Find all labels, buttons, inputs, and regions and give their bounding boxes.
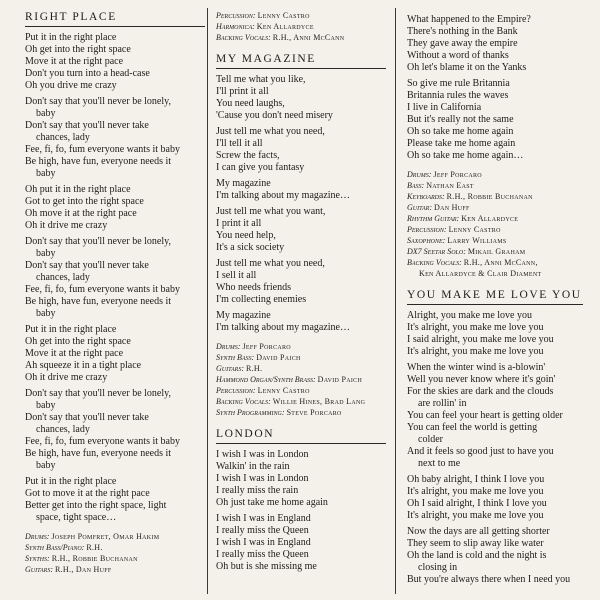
lyric-line: baby	[36, 308, 56, 319]
credit-role: Synths:	[25, 554, 50, 563]
lyric-line: Now the days are all getting shorter	[407, 526, 550, 537]
credit-row	[25, 542, 205, 553]
lyric-line: Be high, have fun, everyone needs it	[25, 156, 172, 167]
song-title: MY MAGAZINE	[216, 52, 386, 69]
lyric-line: Got to move it at the right pace	[25, 488, 150, 499]
lyric-line: It's alright, you make me love you	[407, 322, 544, 333]
lyric-line: You need help,	[216, 230, 276, 241]
credit-row	[216, 10, 386, 21]
lyric-stanza	[25, 324, 205, 384]
lyric-line: Oh but is she missing me	[216, 561, 317, 572]
lyric-stanza	[25, 388, 205, 472]
lyric-line: I wish I was in England	[216, 537, 311, 548]
lyric-line: Britannia rules the waves	[407, 90, 509, 101]
musician-credits	[25, 531, 205, 575]
column-divider	[207, 8, 208, 594]
lyric-line: closing in	[418, 562, 458, 573]
lyric-line: Be high, have fun, everyone needs it	[25, 296, 172, 307]
credit-role: Percussion:	[216, 11, 256, 20]
credit-row	[216, 385, 386, 396]
credit-names: Ken Allardyce	[461, 214, 519, 223]
lyric-line: You can feel the world is getting	[407, 422, 538, 433]
lyric-line: Well you never know where it's goin'	[407, 374, 556, 385]
lyric-line: Put it in the right place	[25, 324, 117, 335]
lyric-line: baby	[36, 168, 56, 179]
lyric-line: Fee, fi, fo, fum everyone wants it baby	[25, 436, 180, 447]
credit-role: Synth Programming:	[216, 408, 285, 417]
credit-row	[25, 553, 205, 564]
lyric-stanza	[216, 513, 386, 573]
lyric-line: space, tight space…	[36, 512, 117, 523]
credit-role: DX7 Seetar Solo:	[407, 247, 466, 256]
lyric-stanza	[25, 236, 205, 320]
credit-names: R.H., Anni McCann,	[463, 258, 538, 267]
credit-names: Nathan East	[426, 181, 474, 190]
credit-role: Percussion:	[407, 225, 447, 234]
lyric-line: Just tell me what you need,	[216, 126, 325, 137]
lyric-line: But you're always there when I need you	[407, 574, 571, 585]
lyric-stanza	[216, 126, 386, 174]
song-title: RIGHT PLACE	[25, 10, 205, 27]
lyric-stanza	[407, 474, 583, 522]
lyric-line: next to me	[418, 458, 461, 469]
credit-role: Guitar:	[407, 203, 432, 212]
credit-names: R.H., Robbie Buchanan	[446, 192, 533, 201]
song-title: YOU MAKE ME LOVE YOU	[407, 288, 583, 305]
lyric-line: Oh so take me home again…	[407, 150, 524, 161]
lyric-stanza	[216, 206, 386, 254]
lyric-line: Oh it drive me crazy	[25, 220, 108, 231]
credit-names: R.H., Anni McCann	[272, 33, 345, 42]
credit-row	[216, 352, 386, 363]
credit-row	[407, 169, 583, 180]
lyric-line: Screw the facts,	[216, 150, 280, 161]
credit-names: Larry Williams	[447, 236, 507, 245]
credit-names: Lenny Castro	[257, 11, 310, 20]
lyric-line: When the winter wind is a-blowin'	[407, 362, 546, 373]
lyric-line: chances, lady	[36, 132, 90, 143]
lyric-line: Move it at the right pace	[25, 56, 124, 67]
lyric-line: Oh put it in the right place	[25, 184, 131, 195]
lyric-line: I live in California	[407, 102, 482, 113]
credit-row	[216, 396, 386, 407]
credit-names: Ken Allardyce & Clair Diament	[419, 269, 542, 278]
lyric-line: Tell me what you like,	[216, 74, 306, 85]
lyric-line: Move it at the right pace	[25, 348, 124, 359]
lyric-stanza	[216, 178, 386, 202]
credit-role: Backing Vocals:	[407, 258, 462, 267]
lyric-line: baby	[36, 108, 56, 119]
lyric-line: I'm talking about my magazine…	[216, 190, 350, 201]
lyric-line: 'Cause you don't need misery	[216, 110, 333, 121]
lyric-line: Oh you drive me crazy	[25, 80, 117, 91]
lyric-line: are rollin' in	[418, 398, 467, 409]
column-right	[407, 0, 583, 586]
lyric-stanza	[25, 184, 205, 232]
lyric-stanza	[216, 449, 386, 509]
lyric-line: Walkin' in the rain	[216, 461, 290, 472]
lyric-line: But it's really not the same	[407, 114, 514, 125]
lyric-line: I'll tell it all	[216, 138, 263, 149]
lyric-line: Oh the land is cold and the night is	[407, 550, 547, 561]
credit-names: Willie Hines, Brad Lang	[272, 397, 366, 406]
lyric-line: I can give you fantasy	[216, 162, 305, 173]
lyric-line: My magazine	[216, 178, 271, 189]
lyric-line: baby	[36, 400, 56, 411]
lyric-line: Don't say that you'll never take	[25, 412, 149, 423]
column-divider	[395, 8, 396, 594]
lyric-line: I really miss the Queen	[216, 525, 309, 536]
lyric-line: I really miss the Queen	[216, 549, 309, 560]
lyric-line: I'll print it all	[216, 86, 269, 97]
column-left	[25, 0, 205, 575]
lyric-line: My magazine	[216, 310, 271, 321]
song-title: LONDON	[216, 427, 386, 444]
lyric-line: Put it in the right place	[25, 476, 117, 487]
credit-row	[407, 268, 583, 279]
credit-names: Dan Huff	[434, 203, 470, 212]
credit-role: Drums:	[407, 170, 432, 179]
lyric-line: You need laughs,	[216, 98, 285, 109]
credit-role: Drums:	[216, 342, 241, 351]
lyric-line: Oh I said alright, I think I love you	[407, 498, 547, 509]
lyric-line: chances, lady	[36, 424, 90, 435]
credit-names: Jeff Porcaro	[433, 170, 482, 179]
lyric-line: I print it all	[216, 218, 262, 229]
credit-row	[216, 341, 386, 352]
credit-row	[407, 180, 583, 191]
lyric-line: I'm talking about my magazine…	[216, 322, 350, 333]
lyric-line: I really miss the rain	[216, 485, 299, 496]
lyric-stanza	[407, 526, 583, 586]
credit-row	[216, 21, 386, 32]
lyric-stanza	[25, 476, 205, 524]
lyric-line: colder	[418, 434, 443, 445]
lyric-line: I wish I was in London	[216, 449, 309, 460]
lyric-line: I wish I was in London	[216, 473, 309, 484]
lyric-line: Oh move it at the right pace	[25, 208, 137, 219]
lyric-line: I wish I was in England	[216, 513, 311, 524]
credit-names: Lenny Castro	[257, 386, 310, 395]
lyric-line: Better get into the right space, light	[25, 500, 167, 511]
lyric-line: Fee, fi, fo, fum everyone wants it baby	[25, 144, 180, 155]
lyric-line: Oh baby alright, I think I love you	[407, 474, 545, 485]
lyric-line: You can feel your heart is getting older	[407, 410, 563, 421]
credit-names: Mikail Graham	[467, 247, 526, 256]
credit-row	[25, 531, 205, 542]
lyric-line: Don't you turn into a head-case	[25, 68, 150, 79]
credit-row	[407, 224, 583, 235]
credit-role: Backing Vocals:	[216, 397, 271, 406]
lyric-line: Ah squeeze it in a tight place	[25, 360, 142, 371]
credit-row	[407, 235, 583, 246]
credit-role: Hammond Organ/Synth Brass:	[216, 375, 316, 384]
lyric-line: I'm collecting enemies	[216, 294, 307, 305]
lyric-line: Just tell me what you need,	[216, 258, 325, 269]
lyric-line: Who needs friends	[216, 282, 291, 293]
credit-role: Harmonica:	[216, 22, 255, 31]
credit-row	[407, 191, 583, 202]
credit-names: Steve Porcaro	[286, 408, 342, 417]
credit-row	[407, 246, 583, 257]
credit-row	[407, 202, 583, 213]
lyric-line: Oh just take me home again	[216, 497, 328, 508]
lyric-line: Please take me home again	[407, 138, 516, 149]
column-middle	[216, 0, 386, 573]
lyric-line: I said alright, you make me love you	[407, 334, 554, 345]
lyric-stanza	[407, 14, 583, 74]
lyric-line: For the skies are dark and the clouds	[407, 386, 554, 397]
lyric-line: Alright, you make me love you	[407, 310, 532, 321]
lyric-stanza	[216, 310, 386, 334]
lyric-line: baby	[36, 460, 56, 471]
lyric-stanza	[407, 310, 583, 358]
credit-row	[25, 564, 205, 575]
lyric-line: Don't say that you'll never be lonely,	[25, 96, 171, 107]
lyric-line: It's alright, you make me love you	[407, 486, 544, 497]
lyric-stanza	[407, 362, 583, 470]
lyric-line: Don't say that you'll never take	[25, 120, 149, 131]
credit-names: Ken Allardyce	[256, 22, 314, 31]
credit-names: Joseph Pomfret, Omar Hakim	[51, 532, 160, 541]
credit-row	[407, 257, 583, 268]
credit-role: Bass:	[407, 181, 425, 190]
lyric-line: It's a sick society	[216, 242, 285, 253]
credit-role: Keyboards:	[407, 192, 445, 201]
lyric-line: Don't say that you'll never be lonely,	[25, 236, 171, 247]
lyric-stanza	[216, 258, 386, 306]
musician-credits	[216, 341, 386, 418]
credit-role: Synth Bass/Piano:	[25, 543, 85, 552]
lyric-line: What happened to the Empire?	[407, 14, 531, 25]
lyric-line: Without a word of thanks	[407, 50, 509, 61]
credit-names: David Paich	[256, 353, 301, 362]
lyric-line: It's alright, you make me love you	[407, 346, 544, 357]
lyric-line: Be high, have fun, everyone needs it	[25, 448, 172, 459]
credit-names: R.H.	[86, 543, 103, 552]
credit-row	[216, 32, 386, 43]
lyric-line: Put it in the right place	[25, 32, 117, 43]
credit-role: Drums:	[25, 532, 50, 541]
musician-credits	[407, 169, 583, 279]
credit-role: Guitars:	[216, 364, 244, 373]
credit-role: Guitars:	[25, 565, 53, 574]
lyric-line: Oh get into the right space	[25, 44, 131, 55]
credit-row	[407, 213, 583, 224]
lyric-stanza	[25, 32, 205, 92]
lyric-stanza	[407, 78, 583, 162]
credit-names: R.H., Robbie Buchanan	[51, 554, 138, 563]
lyric-line: Oh get into the right space	[25, 336, 131, 347]
lyric-stanza	[216, 74, 386, 122]
lyric-line: Oh it drive me crazy	[25, 372, 108, 383]
credit-names: R.H., Dan Huff	[55, 565, 112, 574]
lyric-line: baby	[36, 248, 56, 259]
credit-row	[216, 363, 386, 374]
lyric-line: Oh let's blame it on the Yanks	[407, 62, 527, 73]
lyric-line: chances, lady	[36, 272, 90, 283]
credit-names: Jeff Porcaro	[242, 342, 291, 351]
lyric-line: I sell it all	[216, 270, 257, 281]
credit-names: David Paich	[317, 375, 363, 384]
credit-role: Percussion:	[216, 386, 256, 395]
credit-role: Backing Vocals:	[216, 33, 271, 42]
credit-role: Synth Bass:	[216, 353, 255, 362]
lyric-line: Got to get into the right space	[25, 196, 144, 207]
credit-row	[216, 407, 386, 418]
lyric-line: Don't say that you'll never take	[25, 260, 149, 271]
lyric-line: So give me rule Britannia	[407, 78, 510, 89]
lyric-line: Oh so take me home again	[407, 126, 514, 137]
credit-names: Lenny Castro	[448, 225, 501, 234]
credit-role: Saxophone:	[407, 236, 446, 245]
lyric-line: Fee, fi, fo, fum everyone wants it baby	[25, 284, 180, 295]
credit-row	[216, 374, 386, 385]
credit-role: Rhythm Guitar:	[407, 214, 460, 223]
lyric-line: They seem to slip away like water	[407, 538, 544, 549]
lyric-line: It's alright, you make me love you	[407, 510, 544, 521]
lyric-line: Just tell me what you want,	[216, 206, 326, 217]
lyric-stanza	[25, 96, 205, 180]
musician-credits	[216, 10, 386, 43]
lyric-line: Don't say that you'll never be lonely,	[25, 388, 171, 399]
lyric-line: And it feels so good just to have you	[407, 446, 554, 457]
lyric-line: They gave away the empire	[407, 38, 518, 49]
credit-names: R.H.	[246, 364, 263, 373]
lyric-line: There's nothing in the Bank	[407, 26, 518, 37]
